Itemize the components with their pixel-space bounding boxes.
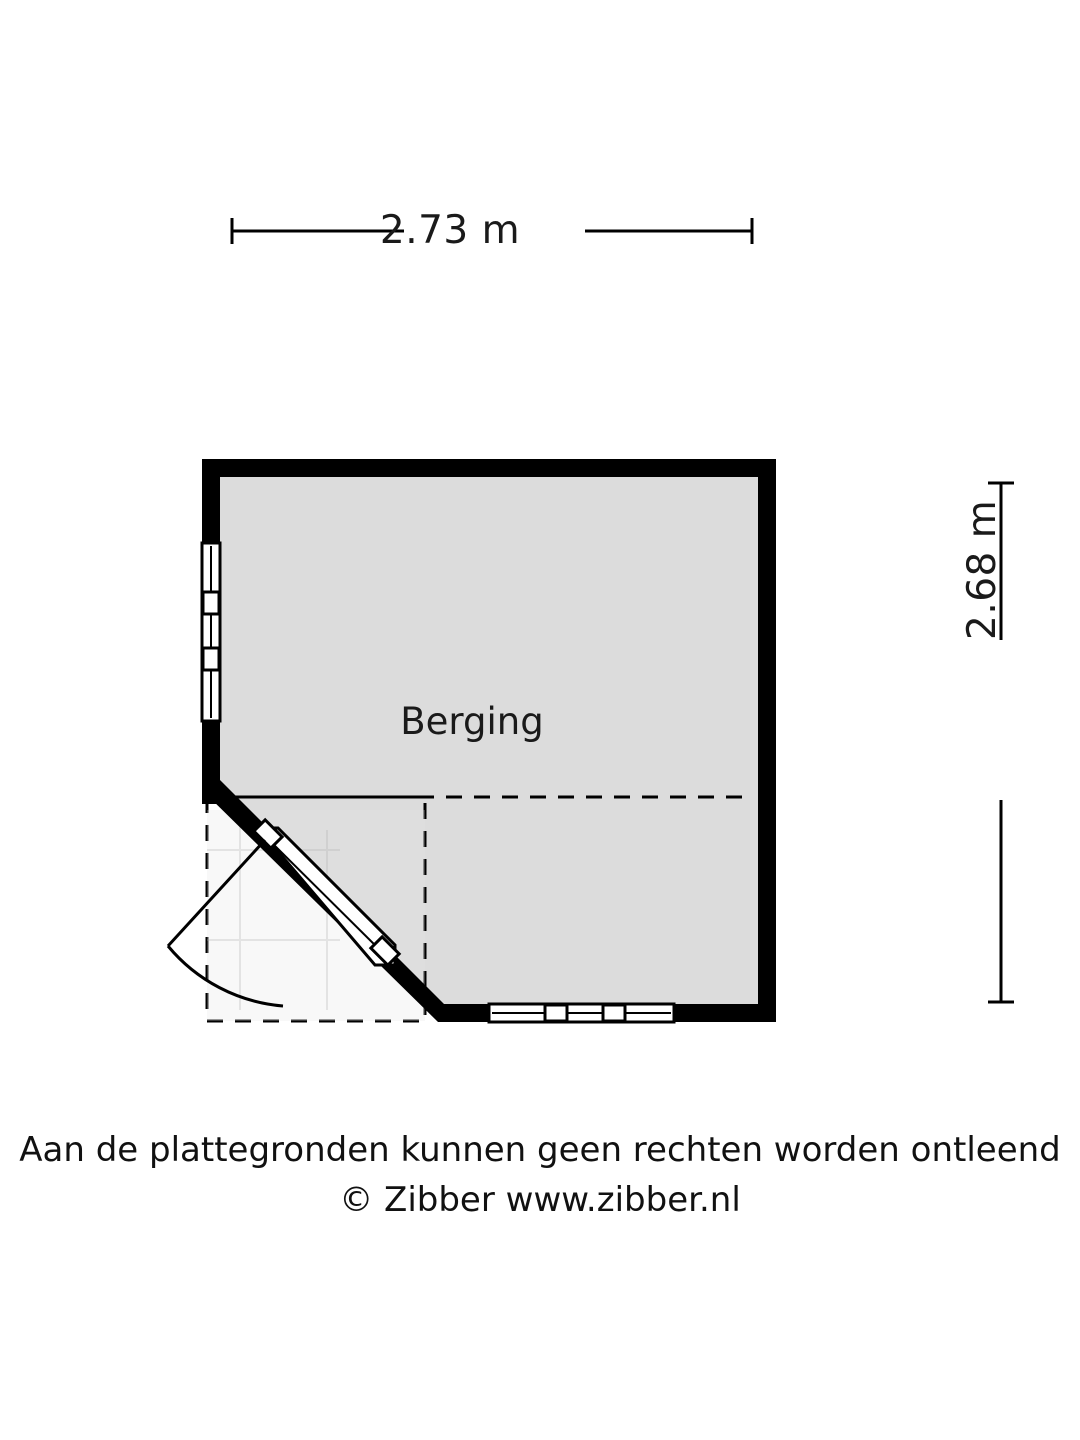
room-label-berging: Berging [400,700,544,743]
dashed-area-grid [207,810,425,1021]
window-bottom-wall [489,1004,674,1022]
dimension-top-label: 2.73 m [379,208,521,253]
window-left-wall [202,543,220,721]
copyright-text: © Zibber www.zibber.nl [339,1180,741,1220]
dimension-right-label: 2.68 m [960,499,1005,640]
disclaimer-text: Aan de plattegronden kunnen geen rechten worden ontleend [19,1130,1061,1170]
